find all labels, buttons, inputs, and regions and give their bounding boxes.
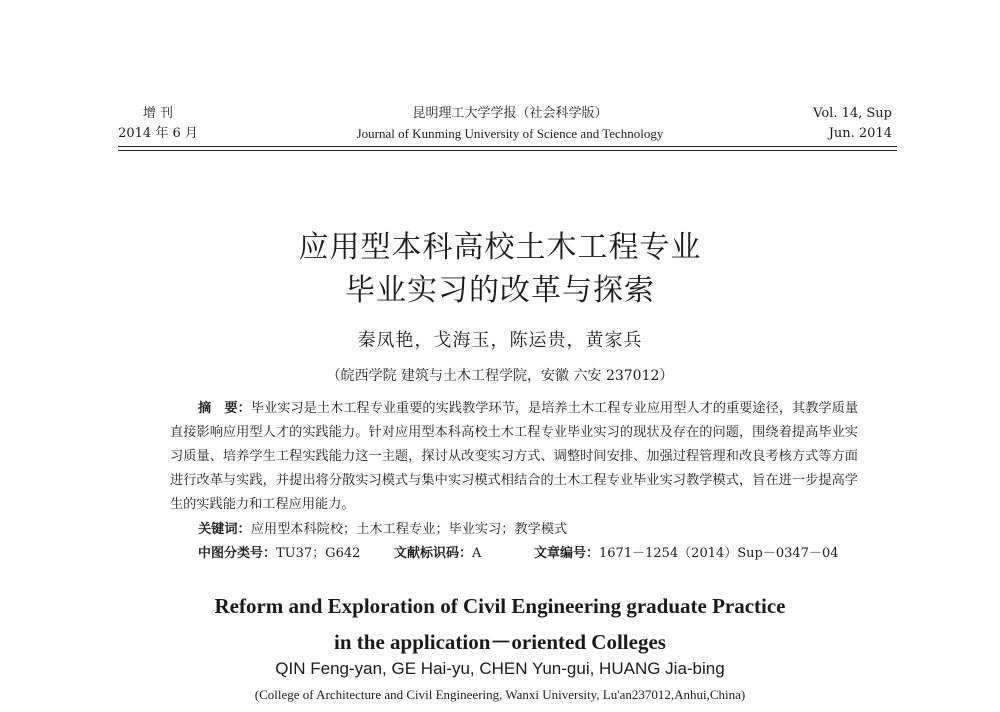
article-number-value: 1671－1254（2014）Sup－0347－04 bbox=[599, 546, 839, 561]
header-rule-top bbox=[118, 146, 897, 147]
issue-date: 2014 年 6 月 bbox=[118, 126, 198, 141]
article-number-label: 文章编号： bbox=[534, 546, 600, 561]
classification-line bbox=[198, 542, 858, 561]
keywords-label: 关键词： bbox=[198, 522, 251, 537]
clc-value: TU37；G642 bbox=[276, 546, 361, 561]
title-cn-line1: 应用型本科高校土木工程专业 bbox=[298, 230, 702, 265]
journal-name-en: Journal of Kunming University of Science and Technology bbox=[356, 126, 664, 141]
journal-name-cn: 昆明理工大学学报（社会科学版） bbox=[412, 106, 608, 121]
doc-code-label: 文献标识码： bbox=[394, 546, 473, 561]
affiliation-cn: （皖西学院 建筑与土木工程学院，安徽 六安 237012） bbox=[326, 368, 674, 384]
abstract-text: 毕业实习是土木工程专业重要的实践教学环节，是培养土木工程专业应用型人才的重要途径，其教学质量直接影响应用型人才的实践能力。针对应用型本科高校土木工程专业毕业实习的现状及存在的问题，围绕着提高毕业实习质量、培养学生工程实践能力这一主题，探讨从改变实习方式、调整时间安排、加强过程管理和改良考核方式等方面进行改革与实践，并提出将分散实习模式与集中实习模式相结合的土木工程专业毕业实习教学模式，旨在进一步提高学生的实践能力和工程应用能力。 bbox=[170, 401, 859, 512]
title-en-line1: Reform and Exploration of Civil Engineering graduate Practice bbox=[214, 594, 786, 618]
journal-name bbox=[300, 104, 720, 144]
header-rule-bottom bbox=[118, 150, 897, 151]
title-en-line2: in the application－oriented Colleges bbox=[334, 630, 666, 654]
volume-date: Jun. 2014 bbox=[828, 126, 892, 141]
affiliation-en: (College of Architecture and Civil Engineering, Wanxi University, Lu'an237012,Anhui,China) bbox=[254, 687, 746, 702]
title-cn-line2: 毕业实习的改革与探索 bbox=[345, 273, 655, 308]
abstract-label: 摘 要： bbox=[198, 401, 251, 416]
abstract bbox=[170, 397, 858, 517]
issue-label: 增 刊 bbox=[142, 106, 174, 121]
keywords bbox=[198, 518, 567, 537]
keywords-text: 应用型本科院校；土木工程专业；毕业实习；教学模式 bbox=[250, 522, 568, 537]
volume-number: Vol. 14, Sup bbox=[813, 106, 892, 121]
issue-info bbox=[118, 104, 198, 144]
doc-code-value: A bbox=[472, 546, 482, 561]
authors-en: QIN Feng-yan, GE Hai-yu, CHEN Yun-gui, HUANG Jia-bing bbox=[275, 659, 725, 678]
volume-info bbox=[772, 104, 892, 144]
authors-cn: 秦凤艳，戈海玉，陈运贵，黄家兵 bbox=[357, 330, 643, 351]
clc-label: 中图分类号： bbox=[198, 546, 277, 561]
